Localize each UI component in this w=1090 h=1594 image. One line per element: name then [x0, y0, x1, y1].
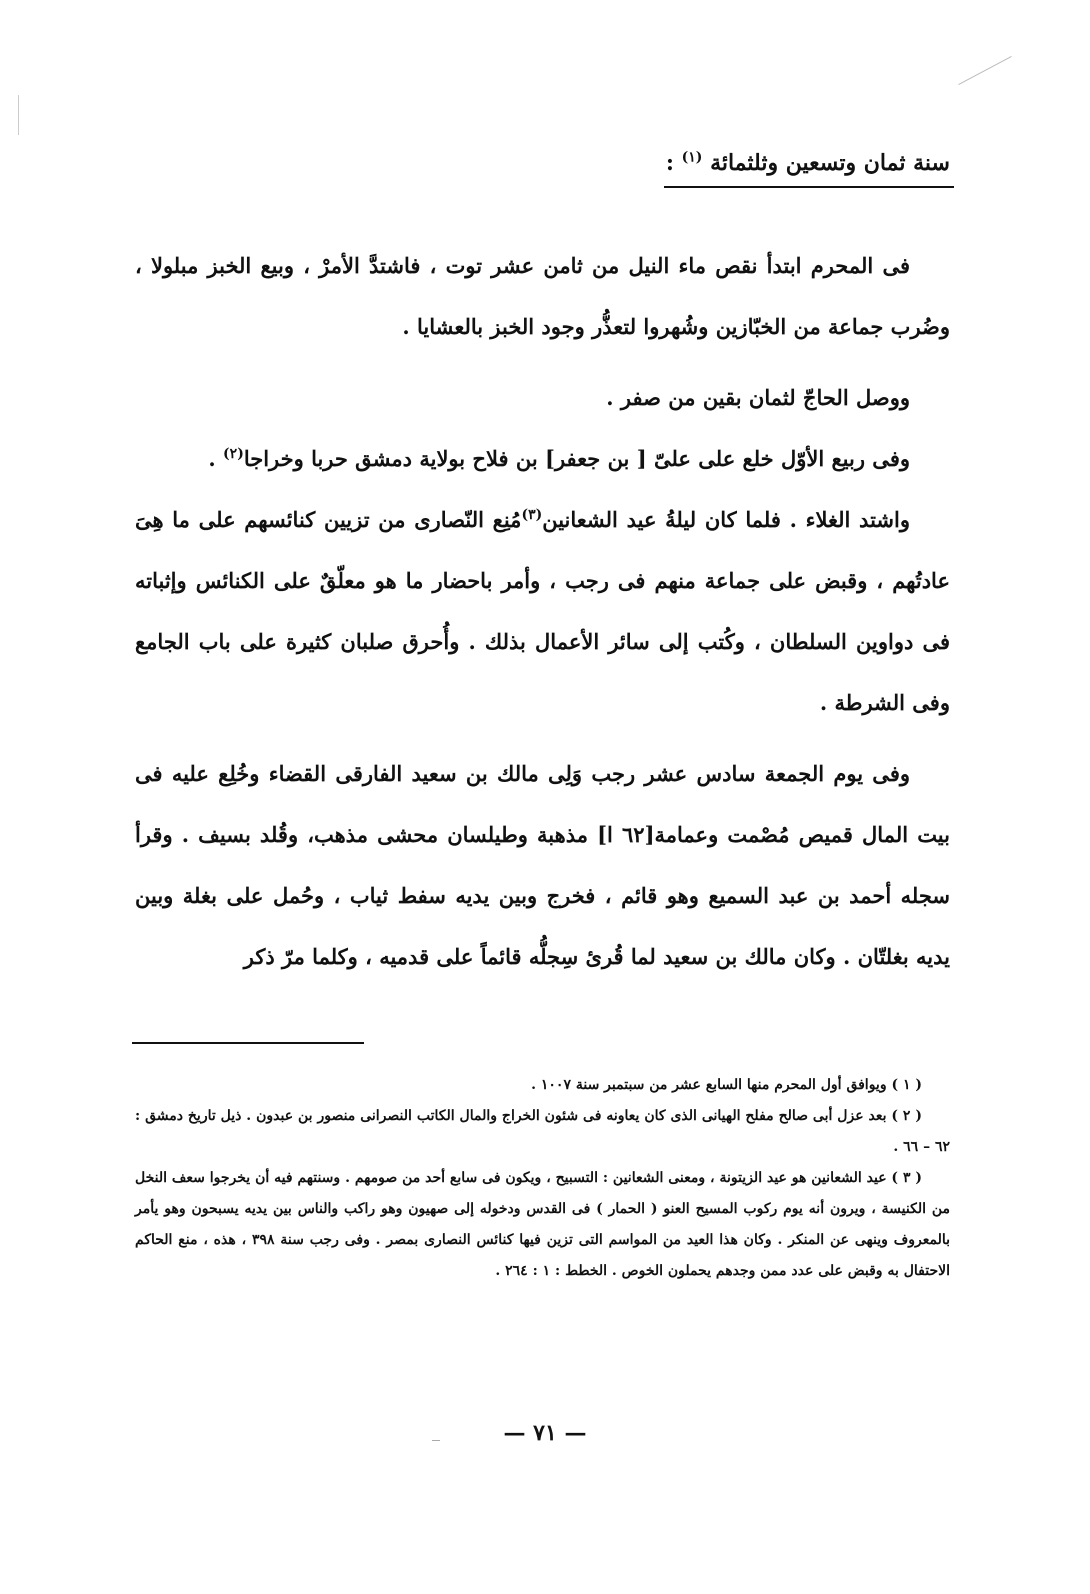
- paragraph-2: ووصل الحاجّ لثمان بقين من صفر .: [606, 385, 910, 410]
- section-heading-block: [664, 150, 950, 188]
- footnote-1: ( ١ ) ويوافق أول المحرم منها السابع عشر من سبتمبر سنة ١٠٠٧ .: [531, 1077, 922, 1093]
- paragraph-1: فى المحرم ابتدأ نقص ماء النيل من ثامن عشر توت ، فاشتدَّ الأمرْ ، وبيع الخبز مبلولا ، وضُرب جماعة من الخبّازين وشُهروا لتعذُّر وجود الخبز بالعشايا .: [135, 253, 950, 339]
- paragraph-4: [135, 489, 950, 733]
- paragraph-3-text: وفى ربيع الأوّل خلع على علىّ [ بن جعفر] بن فلاح بولاية دمشق حربا وخراجا: [243, 446, 910, 471]
- heading-footnote-ref: (١): [681, 149, 703, 166]
- paragraph-3-end: .: [208, 446, 216, 471]
- paragraph-4-rest: مُنِع النّصارى من تزيين كنائسهم على ما هِىَ عادتُهم ، وقبض على جماعة منهم فى رجب ، وأمر باحضار ما هو معلّقٌ على الكنائس وإثباته فى دواوين السلطان ، وكُتب إلى سائر الأعمال بذلك . وأُحرق صلبان كثيرة على باب الجامع وفى الشرطة .: [135, 507, 950, 715]
- footnote-ref-3: (٣): [521, 507, 543, 523]
- paragraph-5: وفى يوم الجمعة سادس عشر رجب وَلِى مالك بن سعيد الفارقى القضاء وخُلِع عليه فى بيت المال قميص مُصْمت وعمامة[٦٢ ا] مذهبة وطيلسان محشى مذهب، وقُلد بسيف . وقرأ سجله أحمد بن عبد السميع وهو قائم ، فخرج وبين يديه سفط ثياب ، وحُمل على بغلة وبين يديه بغلتّان . وكان مالك بن سعيد لما قُرئ سِجلُّه قائماً على قدميه ، وكلما مرّ ذكر: [135, 761, 950, 969]
- footnote-2: ( ٢ ) بعد عزل أبى صالح مفلح الهيانى الذى كان يعاونه فى شئون الخراج والمال الكاتب النصرانى منصور بن عبدون . ذيل تاريخ دمشق : ٦٢ – ٦٦ .: [135, 1108, 950, 1155]
- footnote-ref-2: (٢): [223, 446, 244, 462]
- paragraph-3: [135, 428, 950, 489]
- scan-mark-bottom: [432, 1440, 440, 1441]
- heading-underline: [664, 186, 954, 188]
- footnote-separator: [132, 1042, 364, 1044]
- heading-text: سنة ثمان وتسعين وثلثمائة: [710, 150, 950, 176]
- main-text: [135, 235, 950, 987]
- footnote-3: ( ٣ ) عيد الشعانين هو عيد الزيتونة ، ومعنى الشعانين : التسبيح ، ويكون فى سابع أحد من صومهم . وسنتهم فيه أن يخرجوا سعف النخل من الكنيسة ، ويرون أنه يوم ركوب المسيح العنو ( الحمار ) فى القدس ودخوله إلى صهيون وهو راكب والناس بين يديه يسبحون وهو يأمر بالمعروف وينهى عن المنكر . وكان هذا العيد من المواسم التى تزين فيها كنائس النصارى بمصر . وفى رجب سنة ٣٩٨ ، هذه ، منع الحاكم الاحتفال به وقبض على عدد ممن وجدهم يحملون الخوص . الخطط : ١ : ٢٦٤ .: [135, 1170, 950, 1279]
- heading-suffix: :: [665, 150, 674, 176]
- footnotes: [135, 1070, 950, 1287]
- scan-mark-top-right: [958, 56, 1011, 85]
- section-heading: [664, 150, 950, 176]
- paragraph-4-text: واشتد الغلاء . فلما كان ليلةُ عيد الشعانين: [542, 507, 910, 532]
- scan-mark-left: [18, 95, 19, 135]
- page-number: — ٧١ —: [503, 1420, 587, 1446]
